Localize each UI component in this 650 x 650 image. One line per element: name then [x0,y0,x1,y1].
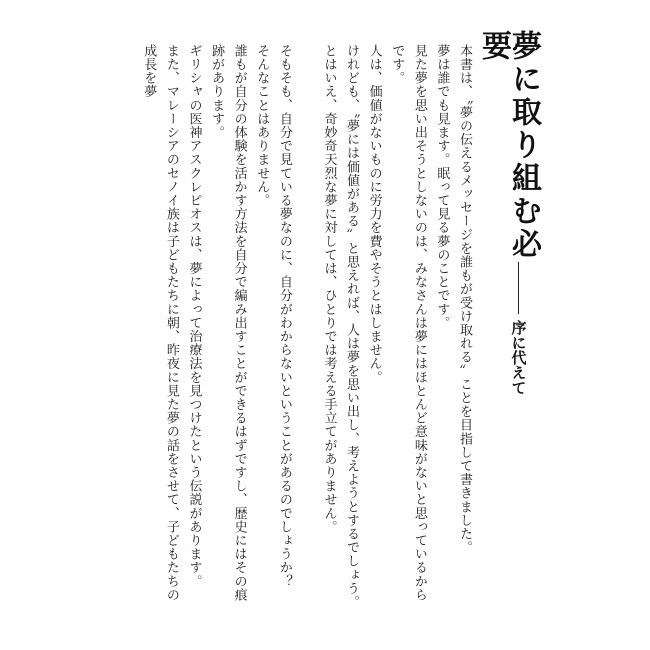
paragraph: ギリシャの医神アスクレピオスは、夢によって治療法を見つけたという伝説があります。 [186,44,202,588]
paragraph: 夢は誰でも見ます。眠って見る夢のことです。 [434,44,450,330]
paragraph: 見た夢を思い出そうとしないのは、みなさんは夢にはほとんど意味がないと思っているからです。 [389,44,427,602]
chapter-subtitle [498,262,538,462]
paragraph: けれども、〝夢には価値がある〟と思えれば、人は夢を思い出し、考えようとするでしょう。 [344,44,360,609]
body-text [120,44,475,609]
chapter-subtitle-text: 序に代えて [509,320,528,395]
em-dash-line [518,262,519,314]
paragraph: 誰もが自分の体験を活かす方法を自分で編み出すことができるはずですし、歴史にはその痕跡があります。 [209,44,247,602]
chapter-title: 夢に取り組む必要 [476,30,541,261]
paragraph: そんなことはありません。 [254,44,270,208]
paragraph: そもそも、自分で見ている夢なのに、自分がわからないということがあるのでしょうか？ [276,44,292,588]
paragraph: また、マレーシアのセノイ族は子どもたちに朝、昨夜に見た夢の話をさせて、子どもたちの成長を夢 [141,44,179,602]
paragraph: 人は、価値がないものに労力を費やそうとはしません。 [366,44,382,384]
paragraph: とはいえ、奇妙奇天烈な夢に対しては、ひとりでは考える手立てがありません。 [321,44,337,534]
paragraph: 本書は、〝夢の伝えるメッセージを誰もが受け取れる〟ことを目指して書きました。 [457,44,472,555]
